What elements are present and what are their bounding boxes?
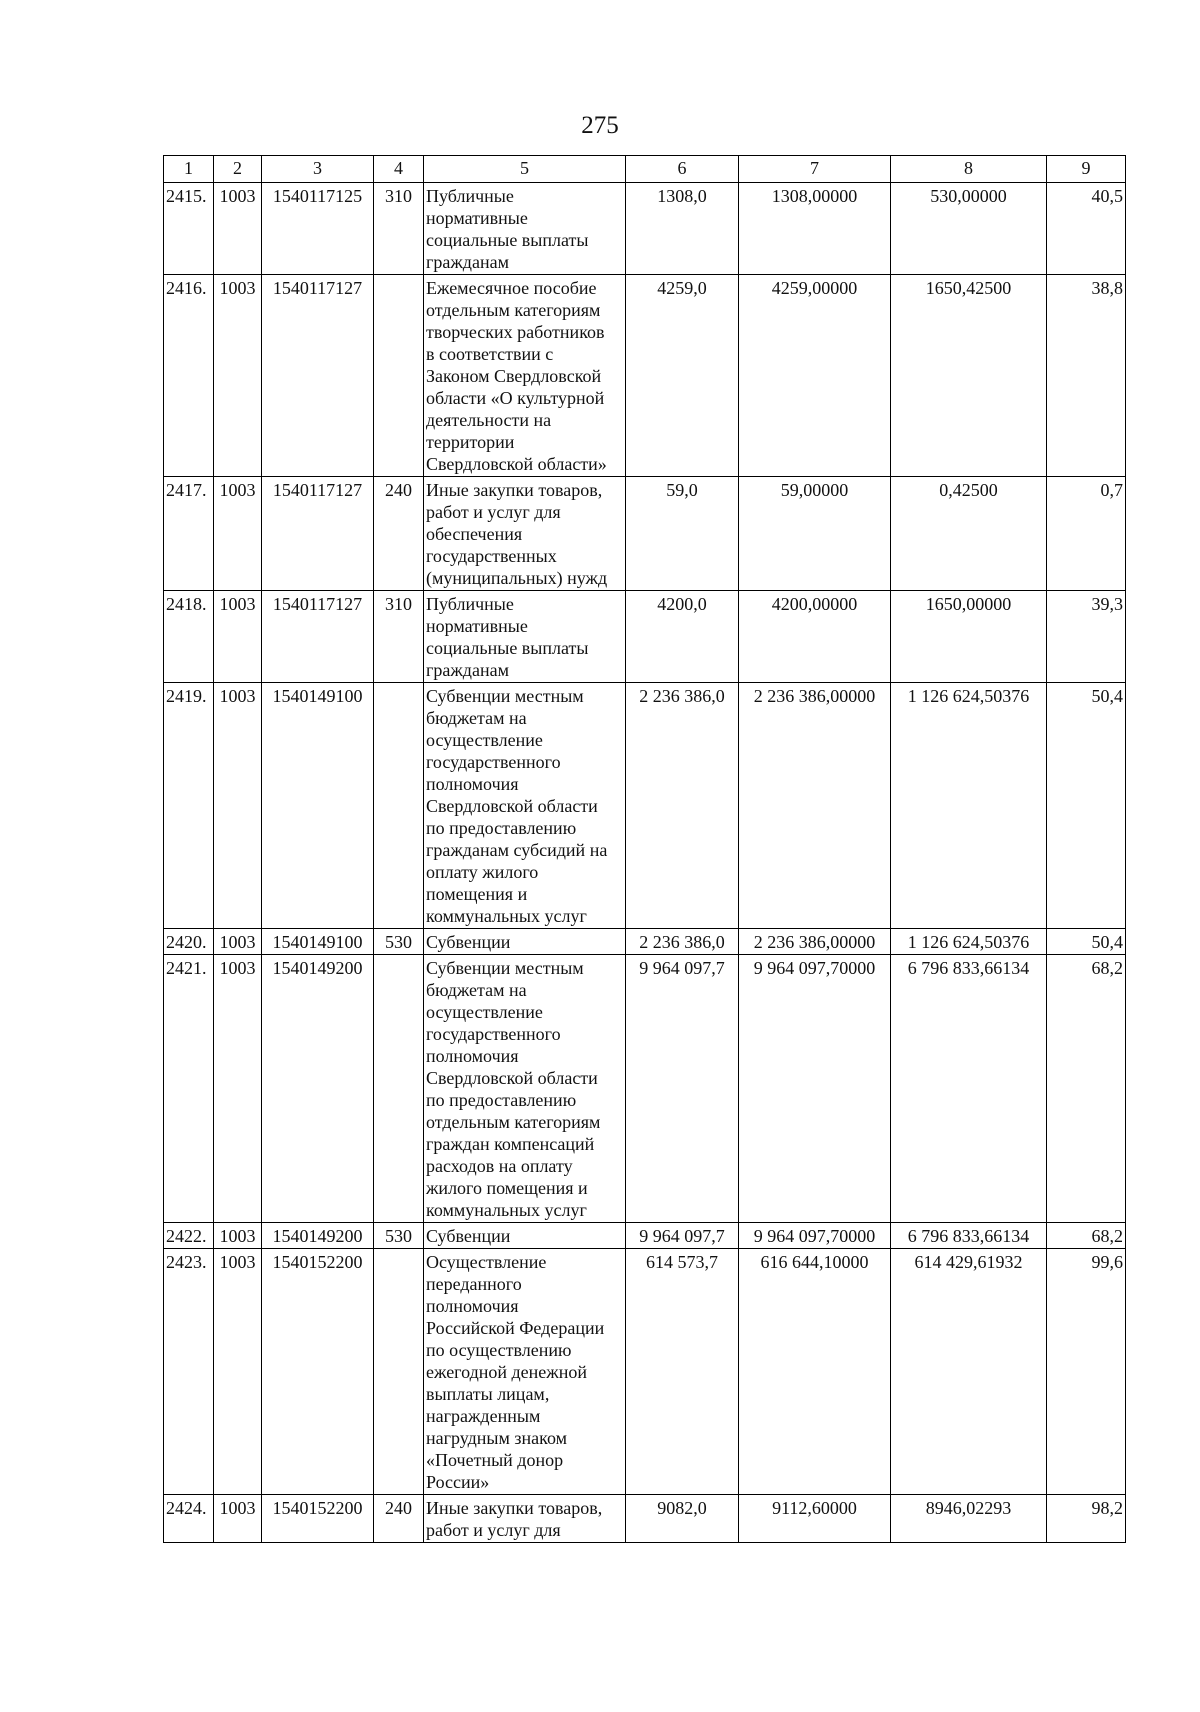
description-line: «Почетный донор — [426, 1450, 564, 1470]
description-cell — [424, 1249, 626, 1495]
description-line: коммунальных услуг — [426, 906, 587, 926]
updated-amount-cell: 9112,60000 — [739, 1495, 891, 1543]
approved-amount-cell: 2 236 386,0 — [626, 683, 739, 929]
row-number-cell: 2423. — [164, 1249, 214, 1495]
column-header: 2 — [214, 156, 262, 183]
description-line: ежегодной денежной — [426, 1362, 587, 1382]
execution-percent-cell: 99,6 — [1047, 1249, 1126, 1495]
description-line: нагрудным знаком — [426, 1428, 568, 1448]
column-header: 6 — [626, 156, 739, 183]
section-code-cell: 1003 — [214, 591, 262, 683]
table-row — [164, 1249, 1126, 1495]
updated-amount-cell: 616 644,10000 — [739, 1249, 891, 1495]
updated-amount-cell: 4200,00000 — [739, 591, 891, 683]
target-article-cell: 1540149200 — [262, 1223, 374, 1249]
executed-amount-cell: 6 796 833,66134 — [891, 955, 1047, 1223]
approved-amount-cell: 1308,0 — [626, 183, 739, 275]
budget-table — [163, 155, 1126, 1543]
column-header: 1 — [164, 156, 214, 183]
expense-type-cell — [374, 955, 424, 1223]
description-cell — [424, 683, 626, 929]
executed-amount-cell: 1650,00000 — [891, 591, 1047, 683]
target-article-cell: 1540117127 — [262, 275, 374, 477]
row-number-cell: 2417. — [164, 477, 214, 591]
column-number-row — [164, 156, 1126, 183]
execution-percent-cell: 40,5 — [1047, 183, 1126, 275]
description-line: переданного — [426, 1274, 522, 1294]
approved-amount-cell: 9082,0 — [626, 1495, 739, 1543]
approved-amount-cell: 59,0 — [626, 477, 739, 591]
column-header: 9 — [1047, 156, 1126, 183]
target-article-cell: 1540117127 — [262, 591, 374, 683]
page-number: 275 — [581, 112, 619, 139]
description-line: Свердловской области — [426, 796, 598, 816]
description-line: по предоставлению — [426, 818, 577, 838]
column-header: 4 — [374, 156, 424, 183]
executed-amount-cell: 1 126 624,50376 — [891, 929, 1047, 955]
table-row — [164, 929, 1126, 955]
target-article-cell: 1540152200 — [262, 1249, 374, 1495]
description-cell — [424, 183, 626, 275]
description-line: Иные закупки товаров, — [426, 1498, 603, 1518]
description-line: обеспечения — [426, 524, 523, 544]
row-number-cell: 2416. — [164, 275, 214, 477]
section-code-cell: 1003 — [214, 929, 262, 955]
description-line: Свердловской области — [426, 1068, 598, 1088]
table-row — [164, 477, 1126, 591]
description-line: отдельным категориям — [426, 300, 601, 320]
description-cell — [424, 1495, 626, 1543]
description-line: полномочия — [426, 1046, 519, 1066]
expense-type-cell: 530 — [374, 929, 424, 955]
description-cell — [424, 929, 626, 955]
description-line: помещения и — [426, 884, 528, 904]
approved-amount-cell: 4259,0 — [626, 275, 739, 477]
description-cell — [424, 477, 626, 591]
description-line: коммунальных услуг — [426, 1200, 587, 1220]
description-line: творческих работников — [426, 322, 605, 342]
row-number-cell: 2424. — [164, 1495, 214, 1543]
description-line: работ и услуг для — [426, 502, 561, 522]
approved-amount-cell: 9 964 097,7 — [626, 1223, 739, 1249]
description-line: отдельным категориям — [426, 1112, 601, 1132]
description-line: государственного — [426, 752, 561, 772]
table-row — [164, 591, 1126, 683]
table-row — [164, 1495, 1126, 1543]
description-cell — [424, 955, 626, 1223]
description-line: гражданам — [426, 660, 509, 680]
description-line: Осуществление — [426, 1252, 547, 1272]
description-line: деятельности на — [426, 410, 552, 430]
description-line: по осуществлению — [426, 1340, 572, 1360]
description-line: выплаты лицам, — [426, 1384, 550, 1404]
section-code-cell: 1003 — [214, 1223, 262, 1249]
section-code-cell: 1003 — [214, 1495, 262, 1543]
description-line: территории — [426, 432, 515, 452]
section-code-cell: 1003 — [214, 1249, 262, 1495]
description-line: области «О культурной — [426, 388, 605, 408]
description-line: бюджетам на — [426, 980, 527, 1000]
section-code-cell: 1003 — [214, 183, 262, 275]
expense-type-cell: 310 — [374, 591, 424, 683]
row-number-cell: 2420. — [164, 929, 214, 955]
target-article-cell: 1540149200 — [262, 955, 374, 1223]
expense-type-cell — [374, 1249, 424, 1495]
table-row — [164, 183, 1126, 275]
description-line: государственного — [426, 1024, 561, 1044]
description-line: (муниципальных) нужд — [426, 568, 608, 588]
column-header: 5 — [424, 156, 626, 183]
section-code-cell: 1003 — [214, 683, 262, 929]
expense-type-cell: 310 — [374, 183, 424, 275]
table-row — [164, 955, 1126, 1223]
expense-type-cell — [374, 683, 424, 929]
execution-percent-cell: 98,2 — [1047, 1495, 1126, 1543]
description-line: граждан компенсаций — [426, 1134, 595, 1154]
description-line: социальные выплаты — [426, 638, 589, 658]
description-line: социальные выплаты — [426, 230, 589, 250]
execution-percent-cell: 38,8 — [1047, 275, 1126, 477]
execution-percent-cell: 68,2 — [1047, 1223, 1126, 1249]
row-number-cell: 2421. — [164, 955, 214, 1223]
description-line: гражданам субсидий на — [426, 840, 608, 860]
description-cell — [424, 591, 626, 683]
description-line: полномочия — [426, 774, 519, 794]
updated-amount-cell: 4259,00000 — [739, 275, 891, 477]
table-row — [164, 683, 1126, 929]
description-line: расходов на оплату — [426, 1156, 573, 1176]
description-line: работ и услуг для — [426, 1520, 561, 1540]
description-cell — [424, 1223, 626, 1249]
executed-amount-cell: 1 126 624,50376 — [891, 683, 1047, 929]
execution-percent-cell: 0,7 — [1047, 477, 1126, 591]
description-line: Публичные — [426, 594, 514, 614]
execution-percent-cell: 39,3 — [1047, 591, 1126, 683]
executed-amount-cell: 614 429,61932 — [891, 1249, 1047, 1495]
row-number-cell: 2419. — [164, 683, 214, 929]
expense-type-cell: 240 — [374, 1495, 424, 1543]
expense-type-cell: 240 — [374, 477, 424, 591]
description-line: гражданам — [426, 252, 509, 272]
description-line: жилого помещения и — [426, 1178, 588, 1198]
column-header: 7 — [739, 156, 891, 183]
row-number-cell: 2422. — [164, 1223, 214, 1249]
row-number-cell: 2415. — [164, 183, 214, 275]
table-row — [164, 275, 1126, 477]
description-line: оплату жилого — [426, 862, 539, 882]
executed-amount-cell: 530,00000 — [891, 183, 1047, 275]
executed-amount-cell: 8946,02293 — [891, 1495, 1047, 1543]
execution-percent-cell: 50,4 — [1047, 683, 1126, 929]
expense-type-cell — [374, 275, 424, 477]
description-line: нормативные — [426, 616, 528, 636]
description-line: государственных — [426, 546, 557, 566]
section-code-cell: 1003 — [214, 955, 262, 1223]
target-article-cell: 1540117127 — [262, 477, 374, 591]
expense-type-cell: 530 — [374, 1223, 424, 1249]
table-row — [164, 1223, 1126, 1249]
description-line: по предоставлению — [426, 1090, 577, 1110]
target-article-cell: 1540152200 — [262, 1495, 374, 1543]
target-article-cell: 1540117125 — [262, 183, 374, 275]
description-cell — [424, 275, 626, 477]
executed-amount-cell: 6 796 833,66134 — [891, 1223, 1047, 1249]
updated-amount-cell: 59,00000 — [739, 477, 891, 591]
updated-amount-cell: 2 236 386,00000 — [739, 929, 891, 955]
description-line: Субвенции — [426, 932, 511, 952]
column-header: 3 — [262, 156, 374, 183]
description-line: нормативные — [426, 208, 528, 228]
description-line: Субвенции — [426, 1226, 511, 1246]
description-line: в соответствии с — [426, 344, 554, 364]
description-line: Российской Федерации — [426, 1318, 605, 1338]
approved-amount-cell: 4200,0 — [626, 591, 739, 683]
description-line: полномочия — [426, 1296, 519, 1316]
description-line: осуществление — [426, 730, 543, 750]
target-article-cell: 1540149100 — [262, 929, 374, 955]
description-line: Свердловской области» — [426, 454, 607, 474]
description-line: награжденным — [426, 1406, 541, 1426]
target-article-cell: 1540149100 — [262, 683, 374, 929]
description-line: Субвенции местным — [426, 958, 584, 978]
approved-amount-cell: 614 573,7 — [626, 1249, 739, 1495]
section-code-cell: 1003 — [214, 477, 262, 591]
section-code-cell: 1003 — [214, 275, 262, 477]
column-header: 8 — [891, 156, 1047, 183]
description-line: Ежемесячное пособие — [426, 278, 597, 298]
description-line: Иные закупки товаров, — [426, 480, 603, 500]
executed-amount-cell: 1650,42500 — [891, 275, 1047, 477]
updated-amount-cell: 9 964 097,70000 — [739, 1223, 891, 1249]
updated-amount-cell: 9 964 097,70000 — [739, 955, 891, 1223]
execution-percent-cell: 68,2 — [1047, 955, 1126, 1223]
description-line: Публичные — [426, 186, 514, 206]
approved-amount-cell: 2 236 386,0 — [626, 929, 739, 955]
approved-amount-cell: 9 964 097,7 — [626, 955, 739, 1223]
description-line: осуществление — [426, 1002, 543, 1022]
execution-percent-cell: 50,4 — [1047, 929, 1126, 955]
updated-amount-cell: 1308,00000 — [739, 183, 891, 275]
description-line: России» — [426, 1472, 490, 1492]
executed-amount-cell: 0,42500 — [891, 477, 1047, 591]
row-number-cell: 2418. — [164, 591, 214, 683]
updated-amount-cell: 2 236 386,00000 — [739, 683, 891, 929]
description-line: Субвенции местным — [426, 686, 584, 706]
description-line: Законом Свердловской — [426, 366, 602, 386]
table-body — [164, 183, 1126, 1543]
description-line: бюджетам на — [426, 708, 527, 728]
